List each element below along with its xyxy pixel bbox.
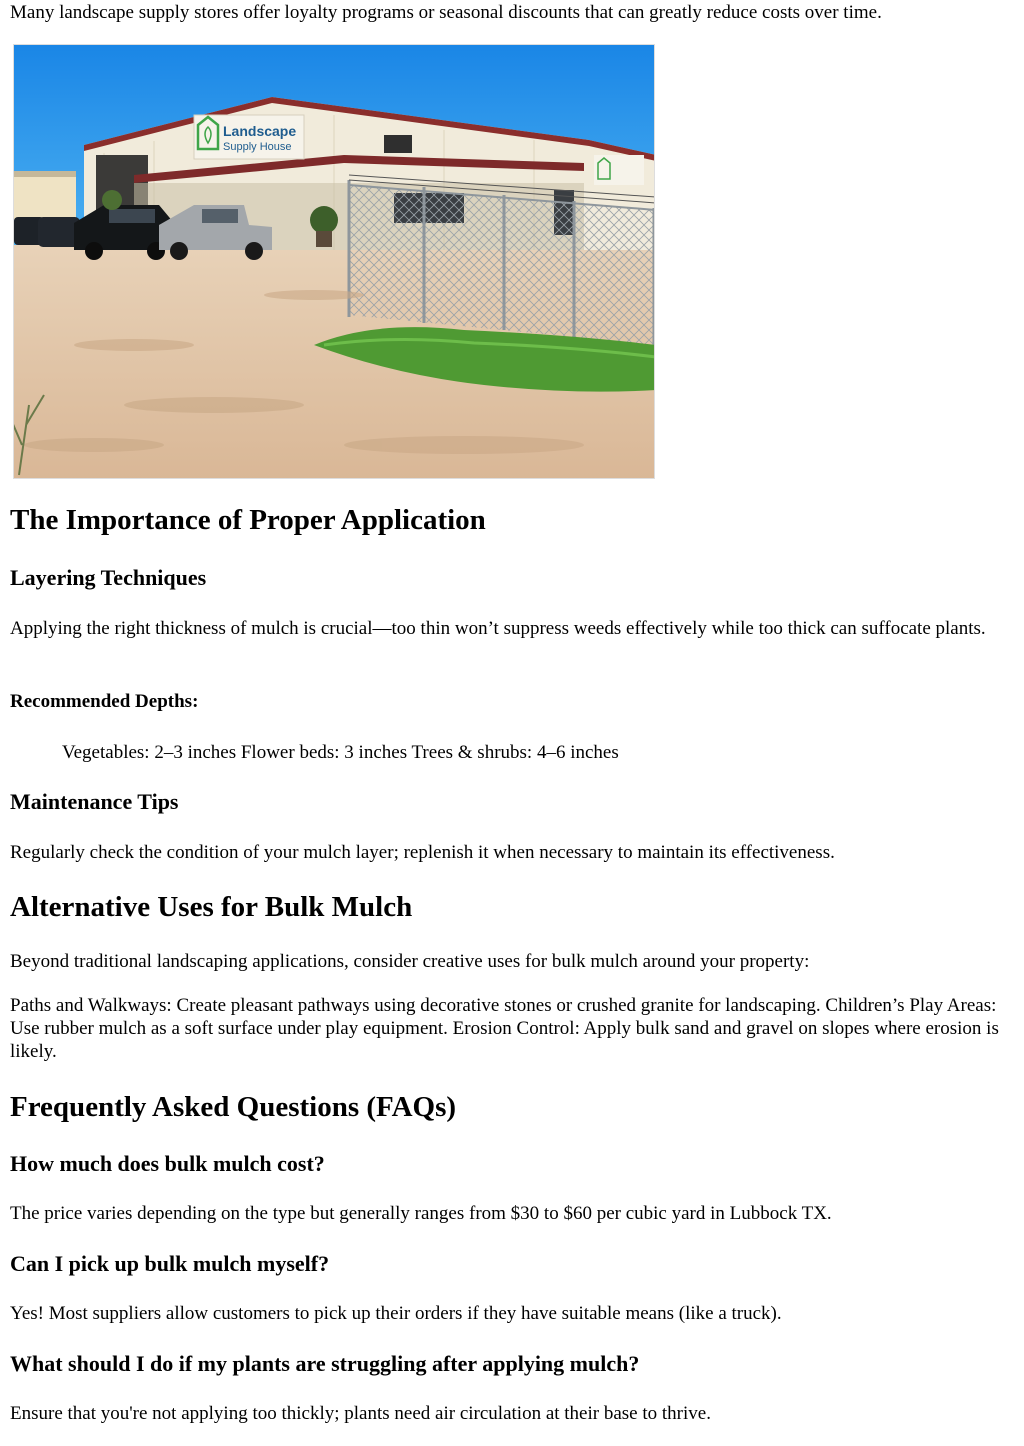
faq-question: How much does bulk mulch cost? bbox=[10, 1151, 325, 1176]
faq-question: What should I do if my plants are struggling after applying mulch? bbox=[10, 1351, 640, 1376]
faq-answer: Yes! Most suppliers allow customers to pick up their orders if they have suitable means (like a truck). bbox=[10, 1303, 782, 1324]
recommended-depths-label: Recommended Depths: bbox=[10, 691, 199, 712]
heading-layering-techniques: Layering Techniques bbox=[10, 565, 207, 590]
heading-proper-application: The Importance of Proper Application bbox=[10, 504, 486, 536]
heading-alternative-uses: Alternative Uses for Bulk Mulch bbox=[10, 891, 413, 923]
faq-answer: The price varies depending on the type but generally ranges from $30 to $60 per cubic yard in Lubbock TX. bbox=[10, 1203, 832, 1224]
sign-line2: Supply House bbox=[223, 141, 292, 153]
sign-line1: Landscape bbox=[223, 123, 297, 139]
maintenance-paragraph: Regularly check the condition of your mulch layer; replenish it when necessary to maintain its effectiveness. bbox=[10, 842, 835, 863]
alternative-uses-paragraph: Paths and Walkways: Create pleasant pathways using decorative stones or crushed granite for landscaping. Children’s Play Areas: Use rubber mulch as a soft surface under play equipment. Erosion Control: Apply bulk sand and gravel on slopes where erosion is likely. bbox=[10, 995, 999, 1062]
alternative-intro: Beyond traditional landscaping applications, consider creative uses for bulk mulch around your property: bbox=[10, 951, 810, 972]
heading-faqs: Frequently Asked Questions (FAQs) bbox=[10, 1091, 457, 1123]
intro-paragraph: Many landscape supply stores offer loyalty programs or seasonal discounts that can greatly reduce costs over time. bbox=[10, 2, 882, 23]
faq-question: Can I pick up bulk mulch myself? bbox=[10, 1251, 330, 1276]
store-photo bbox=[13, 44, 655, 479]
recommended-depths-list: Vegetables: 2–3 inches Flower beds: 3 inches Trees & shrubs: 4–6 inches bbox=[62, 742, 619, 763]
layering-paragraph: Applying the right thickness of mulch is crucial—too thin won’t suppress weeds effectively while too thick can suffocate plants. bbox=[10, 618, 986, 639]
faq-answer: Ensure that you're not applying too thickly; plants need air circulation at their base to thrive. bbox=[10, 1403, 711, 1424]
heading-maintenance-tips: Maintenance Tips bbox=[10, 789, 179, 814]
